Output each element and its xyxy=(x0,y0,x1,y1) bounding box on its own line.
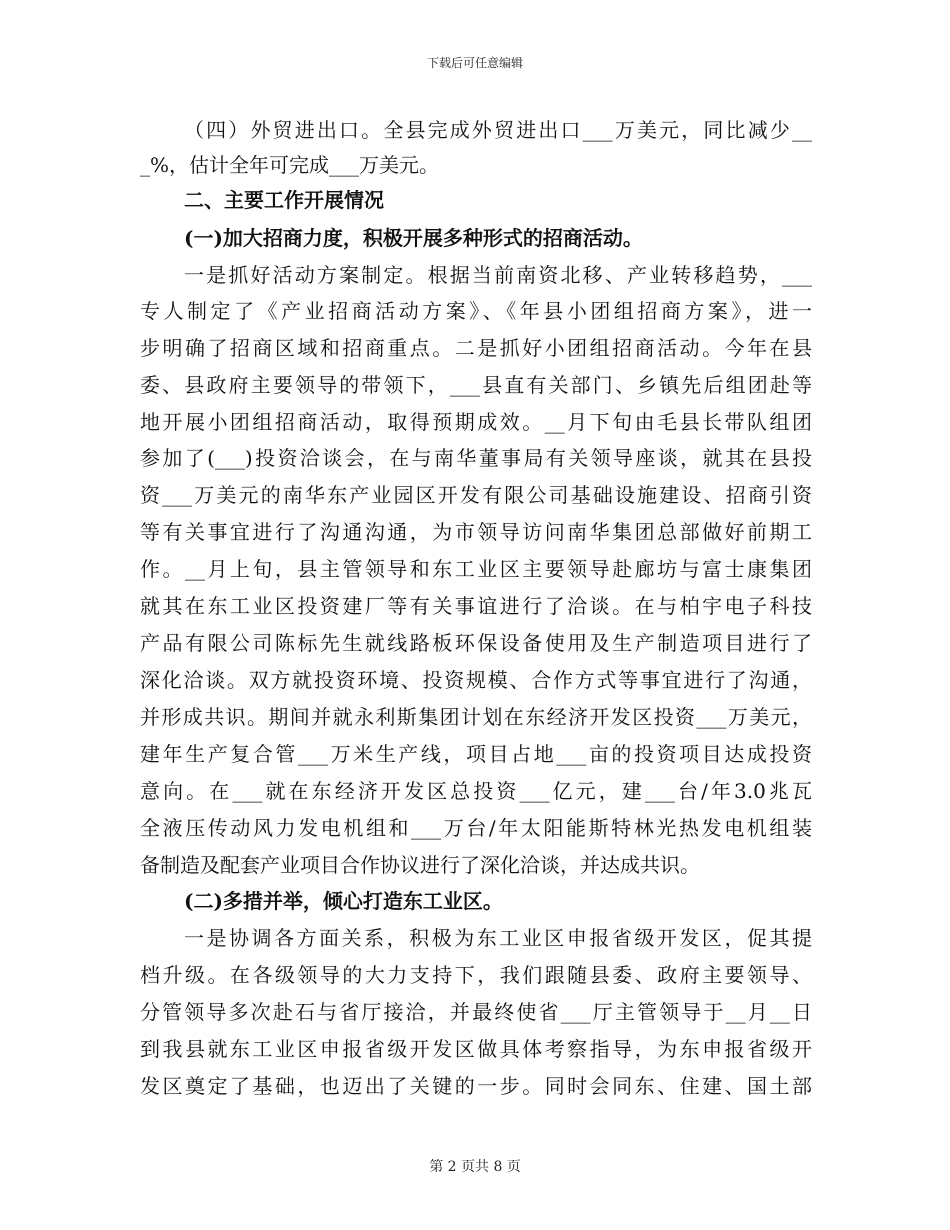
body-text-line: 并形成共识。期间并就永利斯集团计划在东经济开发区投资___万美元， xyxy=(140,705,812,729)
body-text-line: 专人制定了《产业招商活动方案》、《年县小团组招商方案》，进一 xyxy=(140,299,812,323)
body-text-line: 全液压传动风力发电机组和___万台/年太阳能斯特林光热发电机组装 xyxy=(140,816,812,840)
body-text-line: 作。__月上旬，县主管领导和东工业区主要领导赴廊坊与富士康集团 xyxy=(140,557,812,581)
body-text-line: 委、县政府主要领导的带领下，___县直有关部门、乡镇先后组团赴等 xyxy=(140,373,812,397)
body-text-line: 意向。在___就在东经济开发区总投资___亿元，建___台/年3.0兆瓦 xyxy=(140,779,812,803)
section-heading: (一)加大招商力度，积极开展多种形式的招商活动。 xyxy=(184,226,643,250)
body-text-line: 地开展小团组招商活动，取得预期成效。__月下旬由毛县长带队组团 xyxy=(140,410,812,434)
body-text-line: 分管领导多次赴石与省厅接洽，并最终使省___厅主管领导于__月__日 xyxy=(140,1000,812,1024)
body-text-line: 一是抓好活动方案制定。根据当前南资北移、产业转移趋势，___ xyxy=(184,263,812,287)
body-text-line: 步明确了招商区域和招商重点。二是抓好小团组招商活动。今年在县 xyxy=(140,336,812,360)
body-text-line: 就其在东工业区投资建厂等有关事谊进行了洽谈。在与柏宇电子科技 xyxy=(140,594,812,618)
body-text-line: 到我县就东工业区申报省级开发区做具体考察指导，为东申报省级开 xyxy=(140,1037,812,1061)
section-heading: (二)多措并举，倾心打造东工业区。 xyxy=(184,889,503,913)
body-text-line: 一是协调各方面关系，积极为东工业区申报省级开发区，促其提 xyxy=(184,926,812,950)
body-text-line: 深化洽谈。双方就投资环境、投资规模、合作方式等事宜进行了沟通， xyxy=(140,668,812,692)
body-text-line: 资___万美元的南华东产业园区开发有限公司基础设施建设、招商引资 xyxy=(140,483,812,507)
page-footer: 第 2 页共 8 页 xyxy=(429,1159,521,1175)
body-text-line: 产品有限公司陈标先生就线路板环保设备使用及生产制造项目进行了 xyxy=(140,631,812,655)
body-text-line: 档升级。在各级领导的大力支持下，我们跟随县委、政府主要领导、 xyxy=(140,963,812,987)
body-text-line: 等有关事宜进行了沟通沟通，为市领导访问南华集团总部做好前期工 xyxy=(140,520,812,544)
page-header: 下载后可任意编辑 xyxy=(426,56,523,70)
body-text-line: 备制造及配套产业项目合作协议进行了深化洽谈，并达成共识。 xyxy=(140,853,700,877)
body-text-line: _%，估计全年可完成___万美元。 xyxy=(140,153,440,177)
body-text-line: 发区奠定了基础，也迈出了关键的一步。同时会同东、住建、国土部 xyxy=(140,1074,812,1098)
body-text-line: （四）外贸进出口。全县完成外贸进出口___万美元，同比减少__ xyxy=(184,118,812,142)
body-text-line: 建年生产复合管___万米生产线，项目占地___亩的投资项目达成投资 xyxy=(140,742,812,766)
section-heading: 二、主要工作开展情况 xyxy=(184,188,384,212)
body-text-line: 参加了(___)投资洽谈会，在与南华董事局有关领导座谈，就其在县投 xyxy=(140,446,812,470)
